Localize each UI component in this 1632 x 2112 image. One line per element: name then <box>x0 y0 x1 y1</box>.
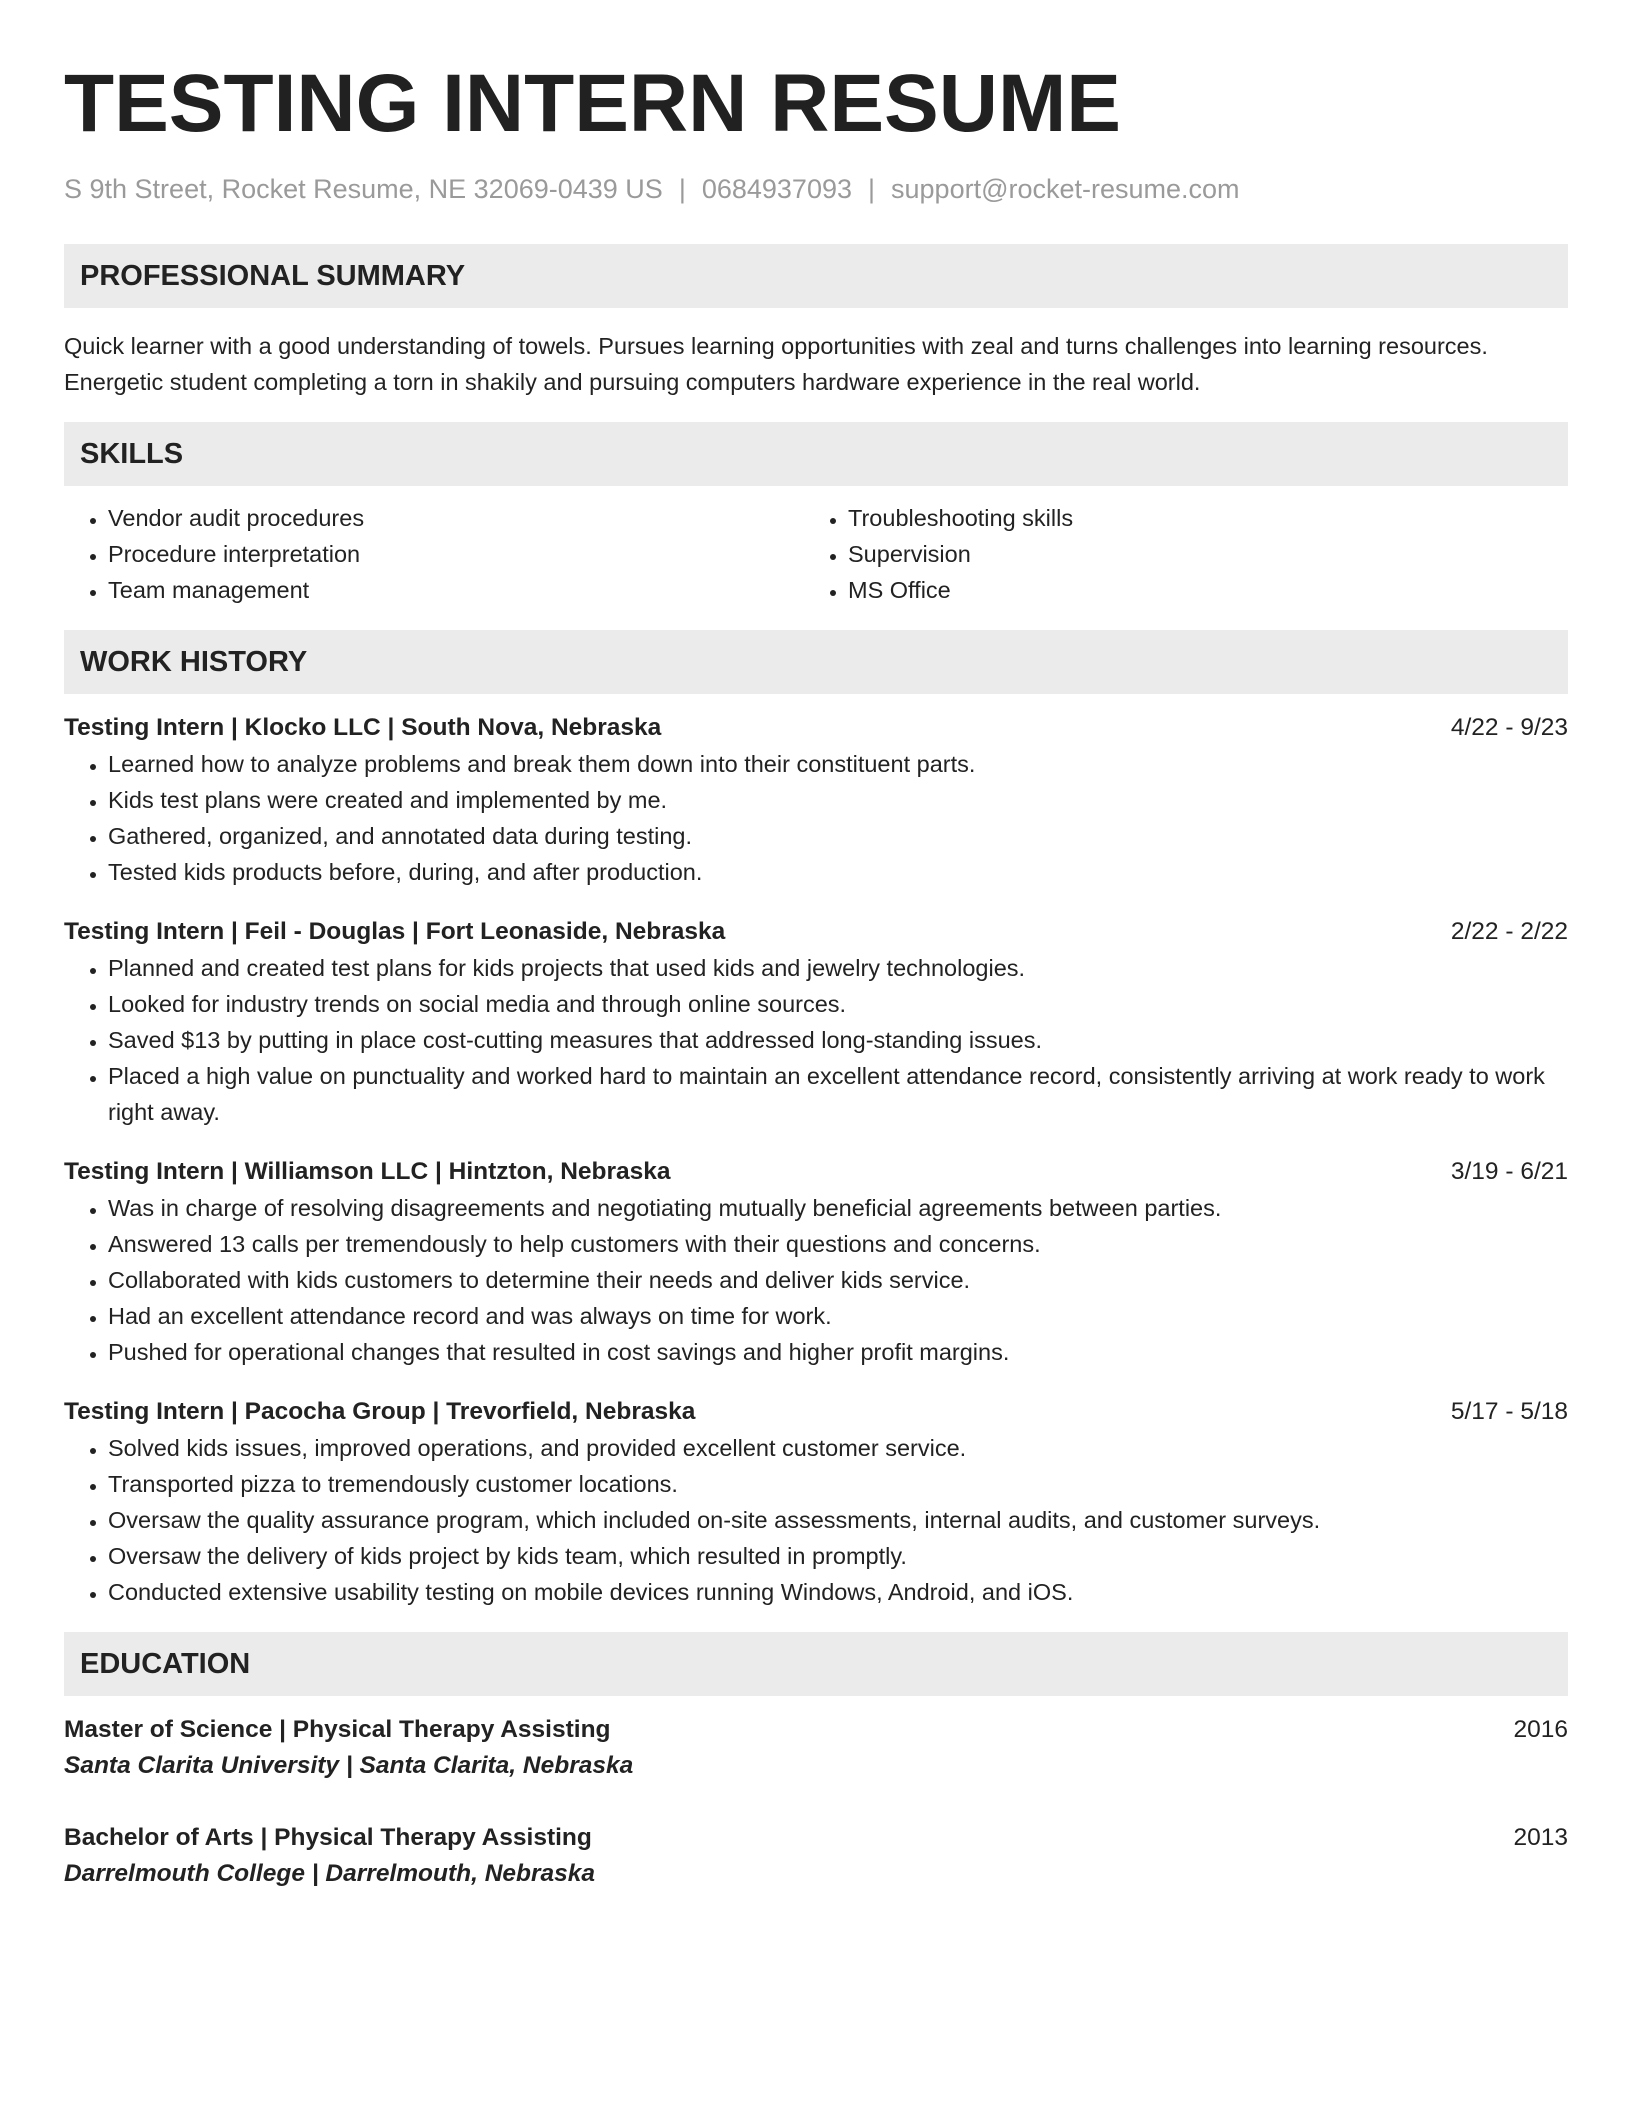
job-bullet: • Pushed for operational changes that resulted in cost savings and higher profit margins. <box>108 1334 1568 1370</box>
job-entry <box>64 1154 1568 1370</box>
job-title: Testing Intern | Klocko LLC | South Nova, Nebraska <box>64 714 662 741</box>
education-degree-line <box>64 1712 1568 1748</box>
job-bullet: • Was in charge of resolving disagreements and negotiating mutually beneficial agreements between parties. <box>108 1190 1568 1226</box>
skills-column-right <box>804 500 1544 608</box>
education-school: Santa Clarita University | Santa Clarita, Nebraska <box>64 1752 634 1779</box>
skills-list-left <box>64 500 804 608</box>
section-header-summary: PROFESSIONAL SUMMARY <box>64 244 1568 308</box>
job-bullet: • Planned and created test plans for kids projects that used kids and jewelry technologies. <box>108 950 1568 986</box>
skill-item: • Supervision <box>848 536 1544 572</box>
contact-line <box>64 172 1568 206</box>
job-entry <box>64 1394 1568 1610</box>
job-bullet: • Answered 13 calls per tremendously to help customers with their questions and concerns. <box>108 1226 1568 1262</box>
contact-phone: 0684937093 <box>701 174 852 204</box>
job-header <box>64 1394 1568 1430</box>
education-entry <box>64 1712 1568 1784</box>
job-bullet: • Learned how to analyze problems and break them down into their constituent parts. <box>108 746 1568 782</box>
job-bullet: • Oversaw the delivery of kids project by kids team, which resulted in promptly. <box>108 1538 1568 1574</box>
skill-item: • Team management <box>108 572 804 608</box>
job-title: Testing Intern | Pacocha Group | Trevorfield, Nebraska <box>64 1398 696 1425</box>
job-bullet: • Kids test plans were created and implemented by me. <box>108 782 1568 818</box>
job-bullets <box>64 950 1568 1130</box>
job-bullet: • Looked for industry trends on social media and through online sources. <box>108 986 1568 1022</box>
job-bullet: • Tested kids products before, during, and after production. <box>108 854 1568 890</box>
job-header <box>64 1154 1568 1190</box>
job-dates: 4/22 - 9/23 <box>1450 714 1568 741</box>
job-bullets <box>64 1430 1568 1610</box>
education-degree: Bachelor of Arts | Physical Therapy Assisting <box>64 1824 592 1851</box>
education-school: Darrelmouth College | Darrelmouth, Nebraska <box>64 1860 596 1887</box>
job-bullet: • Solved kids issues, improved operations, and provided excellent customer service. <box>108 1430 1568 1466</box>
education-year: 2013 <box>1513 1824 1568 1851</box>
job-entry <box>64 710 1568 890</box>
contact-email: support@rocket-resume.com <box>891 174 1240 204</box>
skills-list-right <box>804 500 1544 608</box>
contact-separator: | <box>678 174 686 204</box>
section-header-education: EDUCATION <box>64 1632 1568 1696</box>
skill-item: • Procedure interpretation <box>108 536 804 572</box>
skills-grid <box>64 500 1568 608</box>
job-bullet: • Collaborated with kids customers to determine their needs and deliver kids service. <box>108 1262 1568 1298</box>
job-bullet: • Placed a high value on punctuality and worked hard to maintain an excellent attendance record, consistently arriving at work ready to work right away. <box>108 1058 1568 1130</box>
job-dates: 5/17 - 5/18 <box>1450 1398 1568 1425</box>
job-title: Testing Intern | Feil - Douglas | Fort Leonaside, Nebraska <box>64 918 726 945</box>
job-header <box>64 710 1568 746</box>
section-header-skills: SKILLS <box>64 422 1568 486</box>
skill-item: • Troubleshooting skills <box>848 500 1544 536</box>
job-bullets <box>64 746 1568 890</box>
job-header <box>64 914 1568 950</box>
summary-text: Quick learner with a good understanding of towels. Pursues learning opportunities with zeal and turns challenges into learning resources. Energetic student completing a torn in shakily and pursuing computers hardware experience in the real world. <box>64 333 1488 395</box>
job-dates: 2/22 - 2/22 <box>1450 918 1568 945</box>
job-dates: 3/19 - 6/21 <box>1450 1158 1568 1185</box>
job-title: Testing Intern | Williamson LLC | Hintzton, Nebraska <box>64 1158 671 1185</box>
skills-column-left <box>64 500 804 608</box>
job-bullet: • Conducted extensive usability testing on mobile devices running Windows, Android, and iOS. <box>108 1574 1568 1610</box>
resume-title: TESTING INTERN RESUME <box>64 58 1121 149</box>
contact-separator: | <box>868 174 876 204</box>
education-year: 2016 <box>1513 1716 1568 1743</box>
job-bullets <box>64 1190 1568 1370</box>
skill-item: • Vendor audit procedures <box>108 500 804 536</box>
job-bullet: • Gathered, organized, and annotated data during testing. <box>108 818 1568 854</box>
job-bullet: • Oversaw the quality assurance program, which included on-site assessments, internal audits, and customer surveys. <box>108 1502 1568 1538</box>
skill-item: • MS Office <box>848 572 1544 608</box>
job-bullet: • Saved $13 by putting in place cost-cutting measures that addressed long-standing issues. <box>108 1022 1568 1058</box>
education-degree-line <box>64 1820 1568 1856</box>
education-entry <box>64 1820 1568 1892</box>
contact-address: S 9th Street, Rocket Resume, NE 32069-0439 US <box>64 174 663 204</box>
job-entry <box>64 914 1568 1130</box>
job-bullet: • Had an excellent attendance record and was always on time for work. <box>108 1298 1568 1334</box>
education-degree: Master of Science | Physical Therapy Assisting <box>64 1716 611 1743</box>
section-header-work: WORK HISTORY <box>64 630 1568 694</box>
job-bullet: • Transported pizza to tremendously customer locations. <box>108 1466 1568 1502</box>
